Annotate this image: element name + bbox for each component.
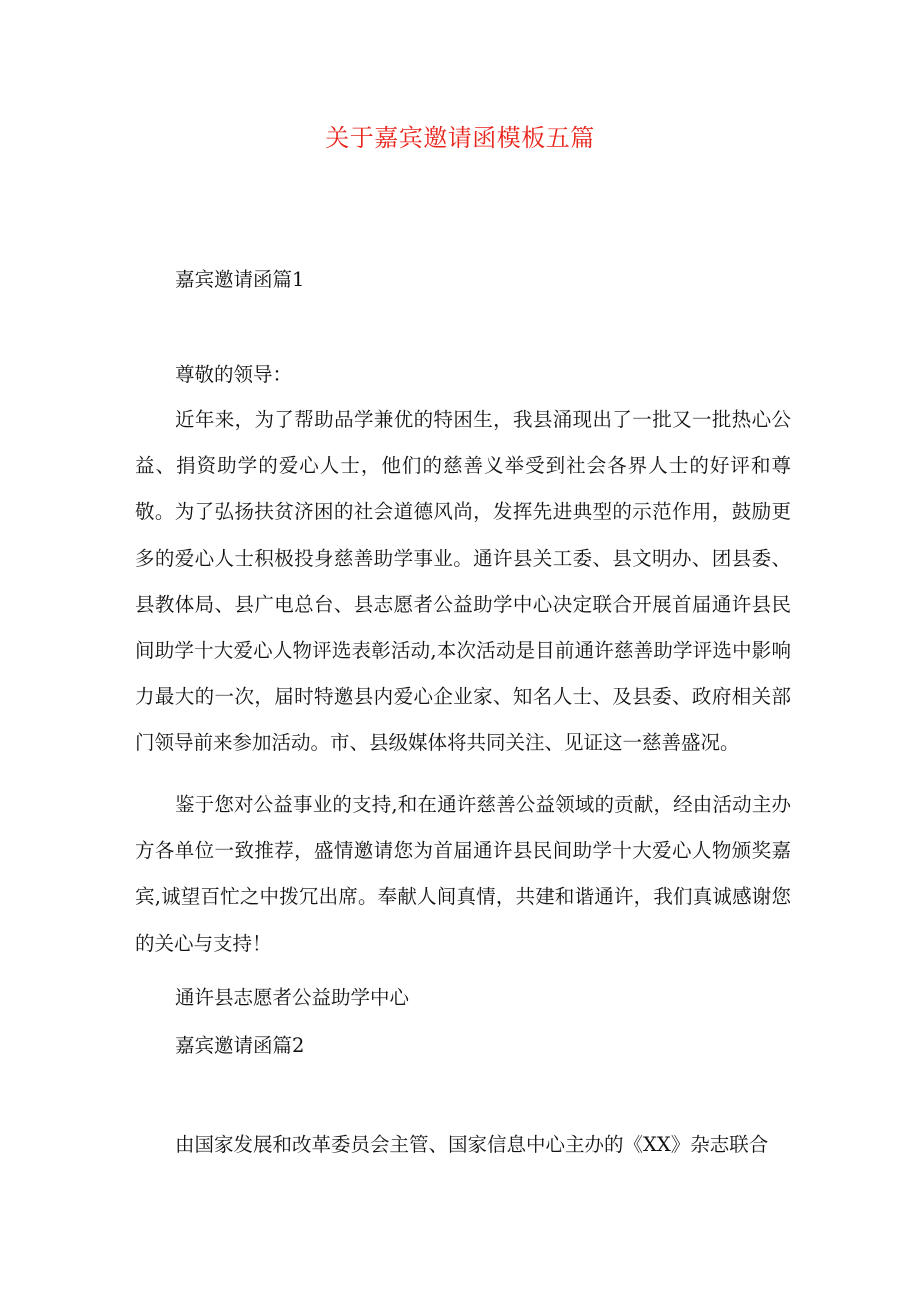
section-heading-1: 嘉宾邀请函篇1	[175, 268, 305, 291]
body-paragraph-2: 鉴于您对公益事业的支持,和在通许慈善公益领域的贡献，经由活动主办方各单位一致推荐，盛情邀请您为首届通许县民间助学十大爱心人物颁奖嘉宾,诚望百忙之中拨冗出席。奉献人间真情，共建和谐通许，我们真诚感谢您的关心与支持！	[135, 793, 791, 955]
body-paragraph-1: 近年来，为了帮助品学兼优的特困生，我县涌现出了一批又一批热心公益、捐资助学的爱心人士，他们的慈善义举受到社会各界人士的好评和尊敬。为了弘扬扶贫济困的社会道德风尚，发挥先进典型的示范作用，鼓励更多的爱心人士积极投身慈善助学事业。通许县关工委、县文明办、团县委、县教体局、县广电总台、县志愿者公益助学中心决定联合开展首届通许县民间助学十大爱心人物评选表彰活动,本次活动是目前通许慈善助学评选中影响力最大的一次，届时特邀县内爱心企业家、知名人士、及县委、政府相关部门领导前来参加活动。市、县级媒体将共同关注、见证这一慈善盛况。	[135, 408, 791, 755]
section-heading-2: 嘉宾邀请函篇2	[175, 1034, 305, 1057]
body-paragraph-3: 由国家发展和改革委员会主管、国家信息中心主办的《XX》杂志联合	[175, 1133, 769, 1156]
signature: 通许县志愿者公益助学中心	[175, 986, 410, 1009]
document-title: 关于嘉宾邀请函模板五篇	[325, 124, 595, 152]
salutation: 尊敬的领导：	[175, 363, 293, 386]
